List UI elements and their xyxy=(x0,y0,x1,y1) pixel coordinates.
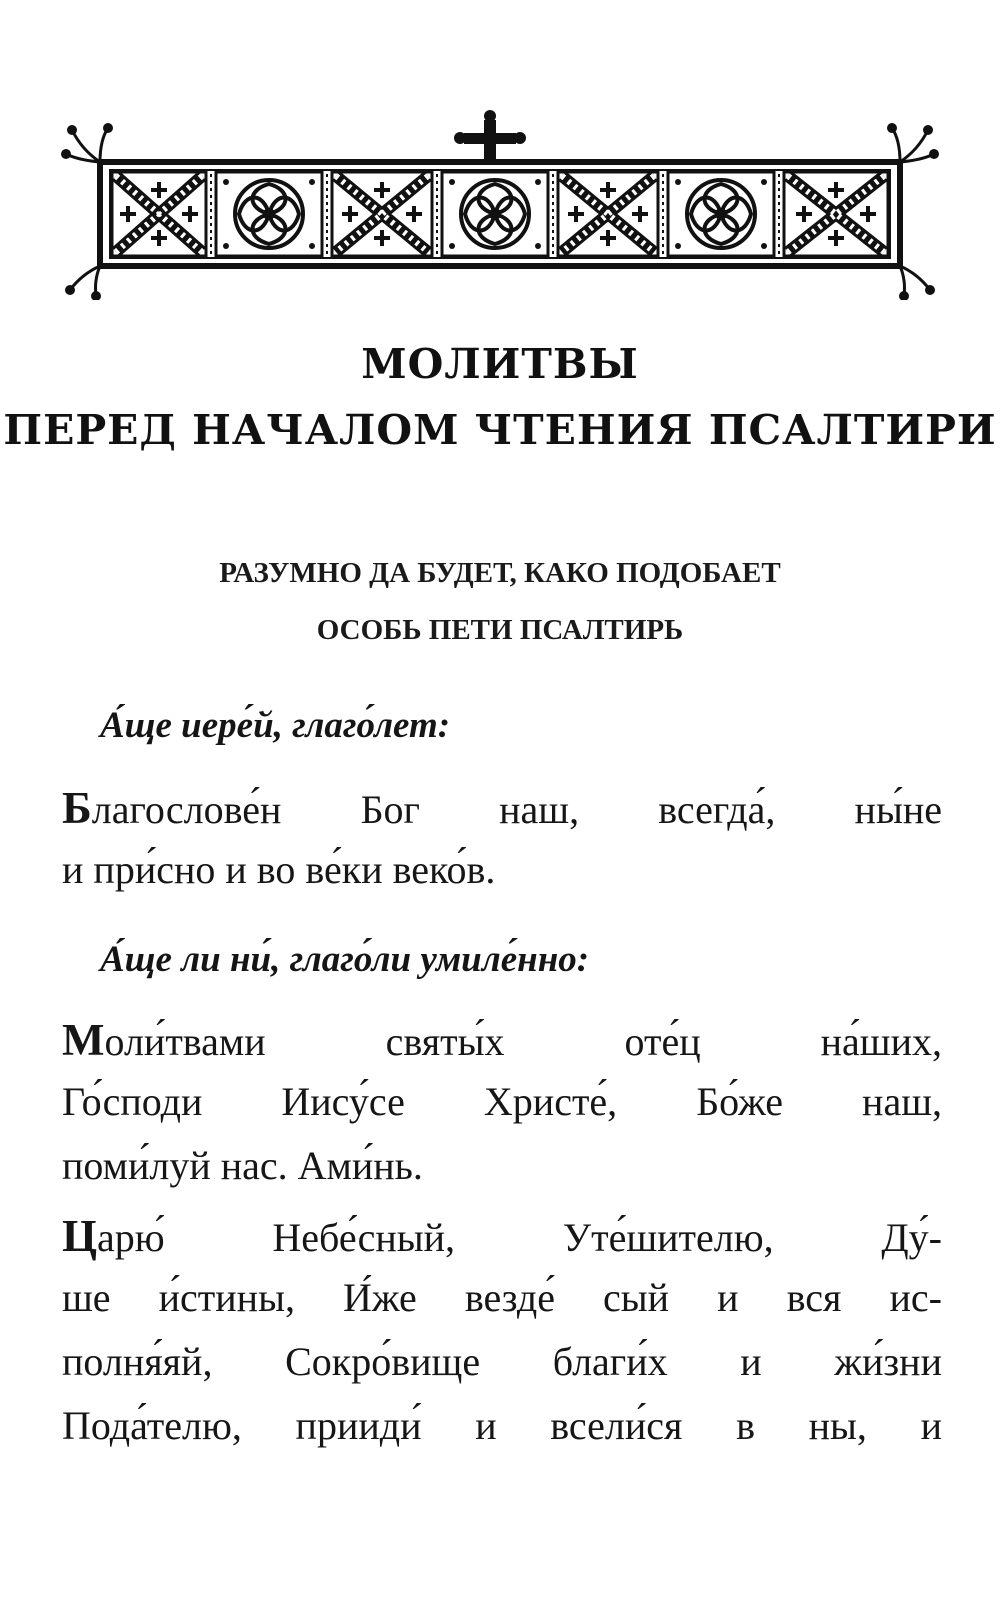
prayer3-line2: ше и́стины, И́же везде́ сый и вся ис- xyxy=(62,1275,942,1320)
prayer2-line3: поми́луй нас. Ами́нь. xyxy=(62,1143,423,1188)
section-heading-line1: РАЗУМНО ДА БУДЕТ, КАКО ПОДОБАЕТ xyxy=(219,557,781,589)
page-title-subline: ПЕРЕД НАЧАЛОМ ЧТЕНИЯ ПСАЛТИРИ xyxy=(3,406,997,454)
prayer3-line1-text: арю́ Небе́сный, Уте́шителю, Ду́- xyxy=(97,1215,942,1260)
prayer2-line2: Го́споди Иису́се Христе́, Бо́же наш, xyxy=(62,1079,942,1124)
prayer3-initial: Ц xyxy=(62,1211,98,1261)
prayer3-line1 xyxy=(62,1210,942,1262)
section-heading-line2: ОСОБЬ ПЕТИ ПСАЛТИРЬ xyxy=(316,614,684,646)
prayer1-line1-text: лагослове́н Бог наш, всегда́, ны́не xyxy=(91,787,942,832)
ornamental-headpiece-icon xyxy=(60,100,940,300)
prayer1-line1 xyxy=(62,782,942,834)
prayer2-line1 xyxy=(62,1014,942,1066)
page-title: МОЛИТВЫ xyxy=(361,340,639,388)
prayer3-line4: Пода́телю, прииди́ и всели́ся в ны, и xyxy=(62,1403,942,1448)
rubric-layperson: А́ще ли ни́, глаго́ли умиле́нно: xyxy=(100,939,590,980)
prayer1-line2: и при́сно и во ве́ки веко́в. xyxy=(62,847,496,892)
prayer2-initial: М xyxy=(62,1015,105,1065)
prayer2-line1-text: оли́твами святы́х оте́ц на́ших, xyxy=(104,1019,942,1064)
prayer3-line3: полня́яй, Сокро́вище благи́х и жи́зни xyxy=(62,1339,942,1384)
rubric-priest: А́ще иере́й, глаго́лет: xyxy=(100,705,451,746)
prayer1-initial: Б xyxy=(62,783,92,833)
